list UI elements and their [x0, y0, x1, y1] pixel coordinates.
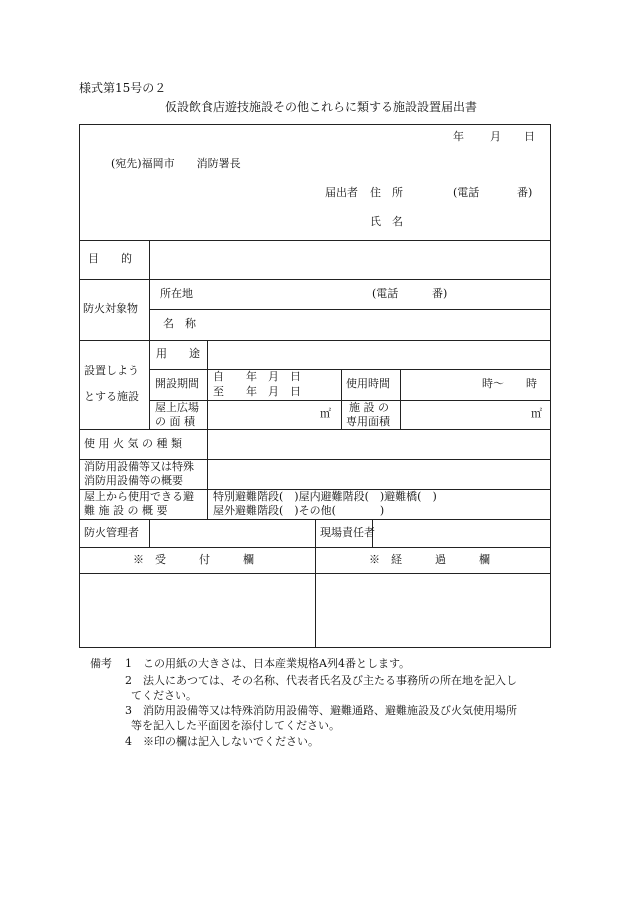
note-number: 2: [125, 674, 132, 687]
address-label: 住 所: [370, 186, 403, 199]
target-phone-label: (電話: [372, 287, 399, 300]
fire-manager-label: 防火管理者: [84, 526, 139, 539]
facility-area-label-2: 専用面積: [346, 415, 390, 428]
note-text: 法人にあつては、その名称、代表者氏名及び主たる事務所の所在地を記入し: [143, 674, 517, 687]
evac-label-2: 難 施 設 の 概 要: [84, 504, 168, 517]
evac-line-1: 特別避難階段( )屋内避難階段( )避難橋( ): [213, 490, 437, 503]
facility-label-1: 設置しよう: [84, 364, 139, 377]
facility-area-unit: ㎡: [531, 407, 542, 420]
equipment-label-1: 消防用設備等又は特殊: [84, 460, 194, 473]
row-divider: [79, 429, 551, 430]
note-text: ※印の欄は記入しないでください。: [143, 735, 319, 748]
notes-heading: 備考: [90, 657, 112, 670]
target-label: 防火対象物: [83, 302, 138, 315]
progress-label: ※ 経 過 欄: [369, 553, 490, 566]
note-number: 4: [125, 735, 132, 748]
facility-label-2: とする施設: [84, 390, 139, 403]
note-text: この用紙の大きさは、日本産業規格A列4番とします。: [143, 657, 411, 670]
period-from: 自 年 月 日: [213, 370, 301, 383]
target-name-label: 名 称: [163, 317, 196, 330]
note-text: てください。: [131, 689, 197, 702]
note-text: 消防用設備等又は特殊消防用設備等、避難通路、避難施設及び火気使用場所: [143, 704, 517, 717]
roof-area-label-2: の 面 積: [155, 415, 195, 428]
target-phone-suffix: 番): [432, 287, 448, 300]
usage-time-label: 使用時間: [346, 377, 390, 390]
evac-label-1: 屋上から使用できる避: [84, 490, 194, 503]
date-month: 月: [490, 130, 501, 143]
row-divider: [149, 309, 551, 310]
note-number: 1: [125, 657, 132, 670]
use-label: 用 途: [156, 347, 200, 360]
roof-area-label-1: 屋上広場: [155, 401, 199, 414]
col-divider: [315, 519, 316, 648]
facility-area-label-1: 施 設 の: [349, 401, 389, 414]
name-label: 氏 名: [370, 215, 403, 228]
roof-area-unit: ㎡: [320, 407, 331, 420]
phone-label: (電話: [453, 186, 480, 199]
usage-time-value: 時～ 時: [482, 377, 537, 390]
date-day: 日: [524, 130, 535, 143]
equipment-label-2: 消防用設備等の概要: [84, 474, 183, 487]
col-divider: [149, 240, 150, 429]
addressee: (宛先)福岡市 消防署長: [111, 157, 241, 170]
reception-label: ※ 受 付 欄: [133, 553, 254, 566]
period-label: 開設期間: [155, 377, 199, 390]
col-divider: [207, 340, 208, 519]
row-divider: [149, 369, 551, 370]
note-text: 等を記入した平面図を添付してください。: [131, 719, 340, 732]
col-divider: [341, 369, 342, 429]
purpose-label: 目 的: [88, 252, 132, 265]
evac-line-2: 屋外避難階段( )その他( ): [213, 504, 385, 517]
period-to: 至 年 月 日: [213, 385, 301, 398]
col-divider: [400, 369, 401, 429]
fire-use-label: 使 用 火 気 の 種 類: [84, 437, 182, 450]
location-label: 所在地: [160, 287, 193, 300]
site-manager-label: 現場責任者: [320, 526, 375, 539]
notifier-label: 届出者: [325, 186, 358, 199]
note-number: 3: [125, 704, 132, 717]
page-title: 仮設飲食店遊技施設その他これらに類する施設設置届出書: [165, 100, 478, 114]
date-year: 年: [453, 130, 464, 143]
phone-suffix: 番): [517, 186, 533, 199]
col-divider: [149, 519, 150, 547]
form-number: 様式第15号の２: [79, 81, 167, 95]
